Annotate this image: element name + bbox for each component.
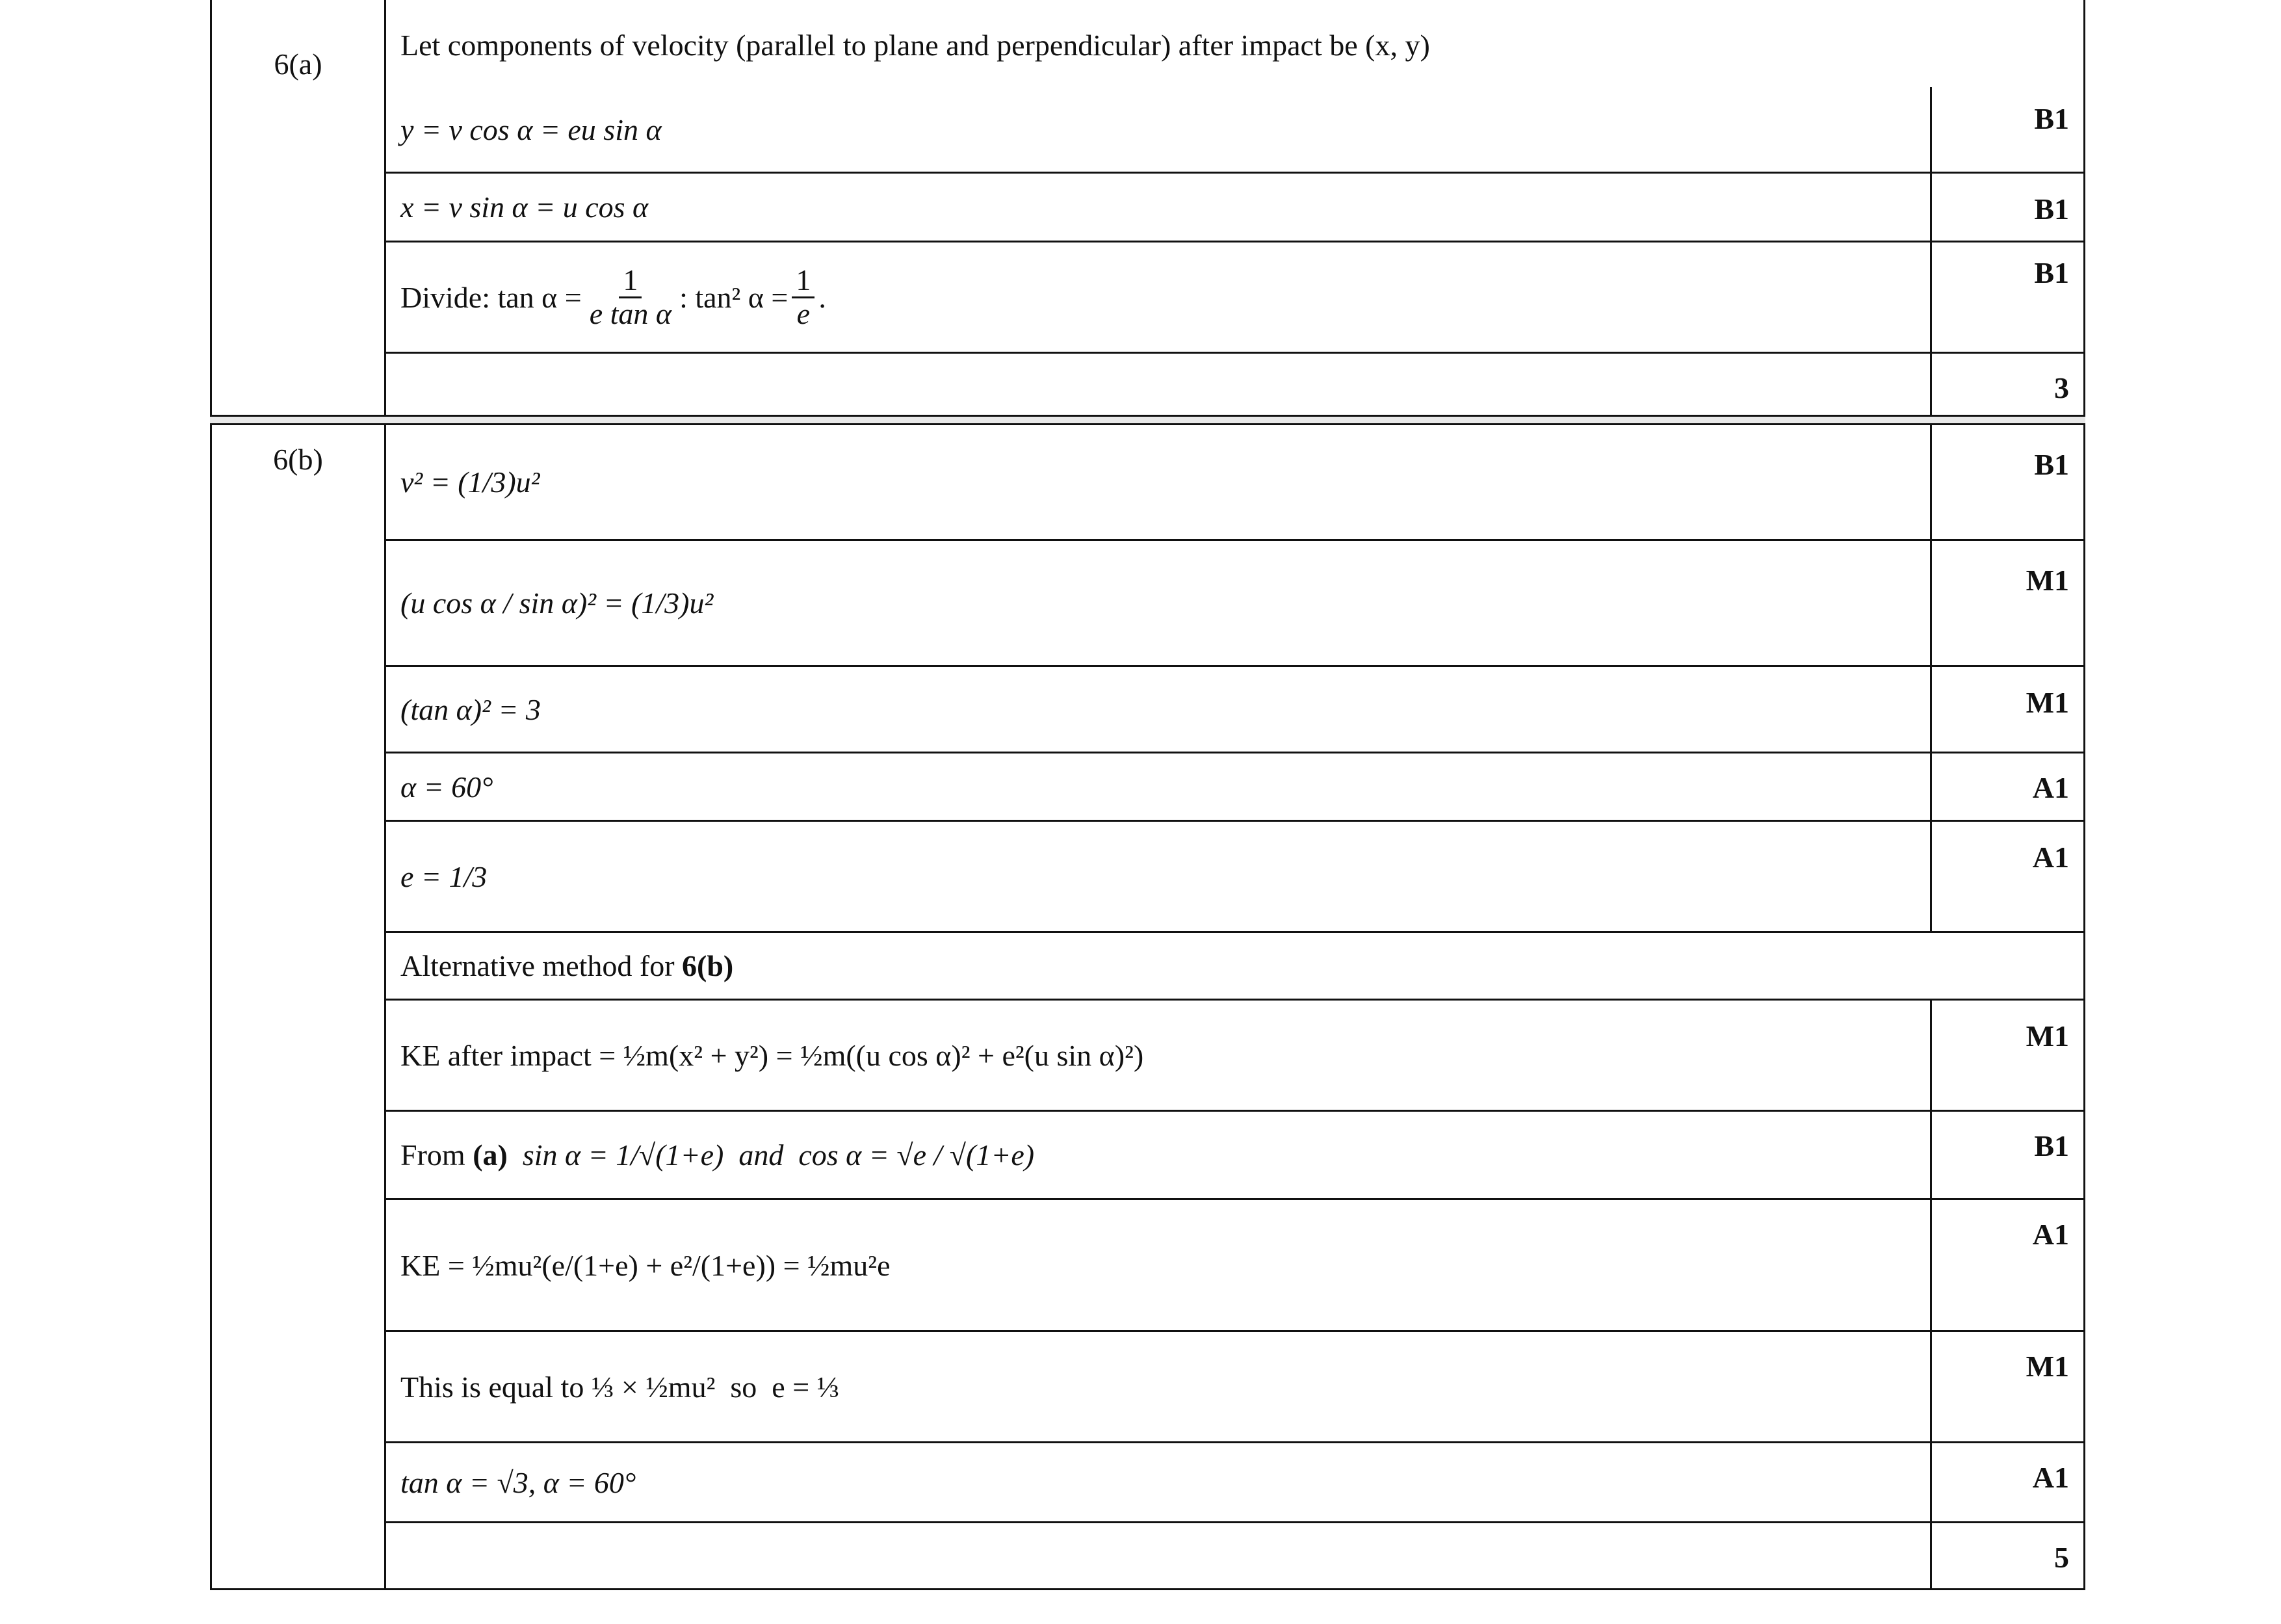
divide-prefix: Divide: tan α = <box>400 280 582 314</box>
answer-row <box>386 753 2083 822</box>
answer-text: (u cos α / sin α)² = (1/3)u² <box>400 586 714 620</box>
total-row <box>386 354 2083 417</box>
question-label-cell <box>212 0 386 417</box>
answer-equation: x = v sin α = u cos α <box>400 190 649 224</box>
divide-suffix: . <box>818 280 826 314</box>
from-prefix: From <box>400 1138 473 1172</box>
mark-cell: B1 <box>1930 242 2083 352</box>
section-separator <box>210 415 2085 425</box>
alt-heading <box>386 933 2083 999</box>
answer-text: tan α = √3, α = 60° <box>400 1465 636 1499</box>
answer-row <box>386 1200 2083 1332</box>
divide-mid: : tan² α = <box>679 280 789 314</box>
answer-text: This is equal to ⅓ × ½mu² so e = ⅓ <box>400 1370 840 1404</box>
answer-row <box>386 1001 2083 1112</box>
from-equation: sin α = 1/√(1+e) and cos α = √e / √(1+e) <box>507 1138 1035 1172</box>
mark-cell: M1 <box>1930 667 2083 752</box>
alt-heading-ref: 6(b) <box>682 949 734 982</box>
answer-text: e = 1/3 <box>400 859 488 893</box>
question-6b <box>210 425 2085 1590</box>
alt-heading-text: Alternative method for <box>400 949 683 982</box>
answer-text: α = 60° <box>400 770 493 804</box>
answer-rows <box>386 425 2083 1588</box>
fraction-numerator: 1 <box>792 265 815 298</box>
intro-text: Let components of velocity (parallel to plane and perpendicular) after impact be (x, y) <box>400 28 1430 62</box>
answer-equation: y = v cos α = eu sin α <box>400 112 662 146</box>
question-6a <box>210 0 2085 419</box>
total-mark: 3 <box>1930 354 2083 417</box>
answer-row <box>386 174 2083 242</box>
empty-cell <box>386 1523 1930 1588</box>
from-ref: (a) <box>473 1138 508 1172</box>
answer-text <box>386 242 1930 352</box>
question-label-6b: 6(b) <box>273 443 323 476</box>
total-row <box>386 1523 2083 1588</box>
empty-cell <box>386 354 1930 417</box>
mark-cell: B1 <box>1930 425 2083 539</box>
answer-text: KE = ½mu²(e/(1+e) + e²/(1+e)) = ½mu²e <box>400 1248 891 1282</box>
answer-text <box>386 1112 1930 1198</box>
mark-scheme-table-6b <box>210 425 2085 1590</box>
mark-cell: B1 <box>1930 1112 2083 1198</box>
total-mark: 5 <box>1930 1523 2083 1588</box>
answer-text <box>386 174 1930 241</box>
answer-row <box>386 541 2083 667</box>
question-label-cell <box>212 425 386 1588</box>
answer-row <box>386 1112 2083 1200</box>
fraction-numerator: 1 <box>619 265 642 298</box>
alt-heading-row <box>386 933 2083 1001</box>
answer-text: KE after impact = ½m(x² + y²) = ½m((u cos α)² + e²(u sin α)²) <box>400 1038 1144 1072</box>
mark-cell: A1 <box>1930 1443 2083 1521</box>
answer-row <box>386 425 2083 541</box>
fraction <box>792 265 815 330</box>
answer-text: (tan α)² = 3 <box>400 692 541 726</box>
answer-rows <box>386 0 2083 417</box>
answer-row <box>386 667 2083 753</box>
answer-row <box>386 822 2083 933</box>
mark-cell: M1 <box>1930 1001 2083 1110</box>
fraction-denominator: e tan α <box>589 296 672 330</box>
answer-row <box>386 242 2083 354</box>
mark-cell: A1 <box>1930 753 2083 820</box>
answer-row <box>386 1332 2083 1443</box>
answer-row <box>386 1443 2083 1523</box>
mark-cell: M1 <box>1930 541 2083 665</box>
mark-cell: A1 <box>1930 1200 2083 1330</box>
answer-row <box>386 0 2083 174</box>
fraction <box>586 265 675 330</box>
mark-cell: B1 <box>1930 87 2083 172</box>
mark-cell: M1 <box>1930 1332 2083 1441</box>
mark-cell: A1 <box>1930 822 2083 931</box>
answer-text <box>386 87 1930 172</box>
mark-cell: B1 <box>1930 174 2083 241</box>
question-label-6a: 6(a) <box>274 47 322 81</box>
fraction-denominator: e <box>796 296 811 330</box>
mark-scheme-table <box>210 0 2085 419</box>
answer-text: v² = (1/3)u² <box>400 465 540 499</box>
